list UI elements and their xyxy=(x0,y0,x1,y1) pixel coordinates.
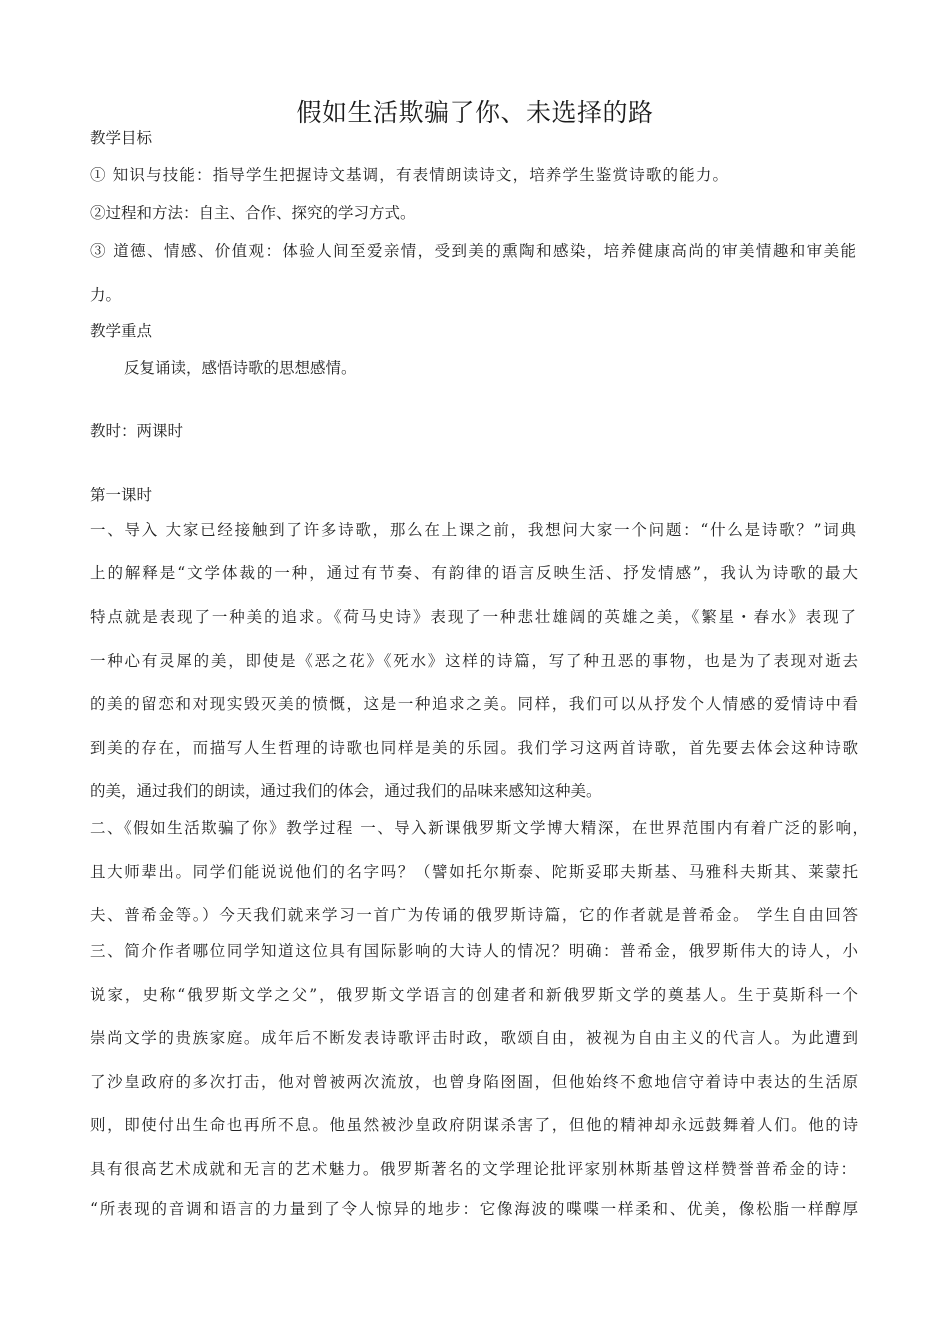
paragraph-line: 二、《假如生活欺骗了你》教学过程 一、导入新课俄罗斯文学博大精深，在世界范围内有着广泛的影响， xyxy=(90,819,868,837)
goal-knowledge: ① 知识与技能：指导学生把握诗文基调，有表情朗读诗文，培养学生鉴赏诗歌的能力。 xyxy=(90,166,728,184)
paragraph-line: 了沙皇政府的多次打击，他对曾被两次流放，也曾身陷囹圄，但他始终不愈地信守着诗中表达的生活原 xyxy=(90,1073,858,1091)
goal-process: ②过程和方法：自主、合作、探究的学习方式。 xyxy=(90,204,416,222)
paragraph-line: 说家，史称“俄罗斯文学之父”，俄罗斯文学语言的创建者和新俄罗斯文学的奠基人。生于莫斯科一个 xyxy=(90,986,858,1004)
key-point-text: 反复诵读，感悟诗歌的思想感情。 xyxy=(124,359,357,377)
paragraph-line: 三、简介作者哪位同学知道这位具有国际影响的大诗人的情况？明确：普希金，俄罗斯伟大的诗人，小 xyxy=(90,942,858,960)
paragraph-line: 的美的留恋和对现实毁灭美的愤慨，这是一种追求之美。同样，我们可以从抒发个人情感的爱情诗中看 xyxy=(90,695,858,713)
paragraph-line: 到美的存在，而描写人生哲理的诗歌也同样是美的乐园。我们学习这两首诗歌，首先要去体会这种诗歌 xyxy=(90,739,858,757)
paragraph-line: 则，即使付出生命也再所不息。他虽然被沙皇政府阴谋杀害了，但他的精神却永远鼓舞着人们。他的诗 xyxy=(90,1116,858,1134)
paragraph-line: 一、导入 大家已经接触到了许多诗歌，那么在上课之前，我想问大家一个问题：“什么是诗歌？”词典 xyxy=(90,521,856,539)
heading-key-points: 教学重点 xyxy=(90,322,153,340)
paragraph-line: 的美，通过我们的朗读，通过我们的体会，通过我们的品味来感知这种美。 xyxy=(90,782,602,800)
paragraph-line: 夫、普希金等。）今天我们就来学习一首广为传诵的俄罗斯诗篇，它的作者就是普希金。 学生自由回答 xyxy=(90,906,858,924)
document-title: 假如生活欺骗了你、未选择的路 xyxy=(296,98,654,127)
paragraph-line: 崇尚文学的贵族家庭。成年后不断发表诗歌评击时政，歌颂自由，被视为自由主义的代言人。为此遭到 xyxy=(90,1029,858,1047)
paragraph-line: 特点就是表现了一种美的追求。《荷马史诗》表现了一种悲壮雄阔的英雄之美，《繁星・春水》表现了 xyxy=(90,608,856,626)
class-hours: 教时：两课时 xyxy=(90,422,184,440)
paragraph-line: “所表现的音调和语言的力量到了令人惊异的地步：它像海波的喋喋一样柔和、优美，像松脂一样醇厚 xyxy=(90,1200,858,1218)
goal-values-cont: 力。 xyxy=(90,286,122,304)
paragraph-line: 且大师辈出。同学们能说说他们的名字吗？（譬如托尔斯泰、陀斯妥耶夫斯基、马雅科夫斯其、莱蒙托 xyxy=(90,863,858,881)
goal-values: ③ 道德、情感、价值观：体验人间至爱亲情，受到美的熏陶和感染，培养健康高尚的审美情趣和审美能 xyxy=(90,242,856,260)
paragraph-line: 具有很高艺术成就和无言的艺术魅力。俄罗斯著名的文学理论批评家别林斯基曾这样赞誉普希金的诗： xyxy=(90,1160,856,1178)
paragraph-line: 一种心有灵犀的美，即使是《恶之花》《死水》这样的诗篇，写了种丑恶的事物，也是为了表现对逝去 xyxy=(90,652,858,670)
heading-teaching-goals: 教学目标 xyxy=(90,129,153,147)
paragraph-line: 上的解释是“文学体裁的一种，通过有节奏、有韵律的语言反映生活、抒发情感”，我认为诗歌的最大 xyxy=(90,564,858,582)
heading-first-lesson: 第一课时 xyxy=(90,486,153,504)
